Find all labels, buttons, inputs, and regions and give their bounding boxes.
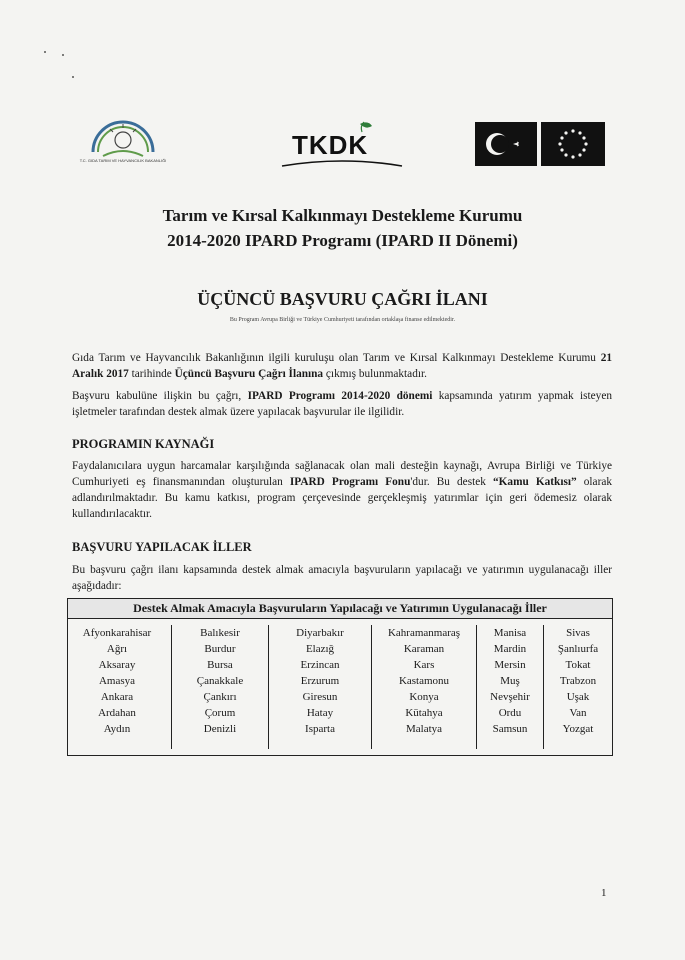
province-cell: Samsun: [492, 723, 528, 735]
scan-speck: [72, 76, 74, 78]
province-column: [476, 625, 543, 749]
province-cell: Amasya: [98, 675, 136, 687]
province-column: [371, 625, 476, 749]
province-cell: Ankara: [100, 691, 134, 703]
province-cell: Muş: [500, 675, 520, 687]
intro-paragraph-2: Başvuru kabulüne ilişkin bu çağrı, IPARD Programı 2014-2020 dönemi kapsamında yatırım yapmak isteyen işletmeler tarafından destek almak üzere yapılacak başvurular ile ilgilidir.: [72, 390, 612, 418]
province-cell: Sivas: [566, 627, 590, 639]
program-title: 2014-2020 IPARD Programı (IPARD II Dönemi): [167, 231, 518, 250]
province-cell: Uşak: [566, 691, 590, 703]
provinces-paragraph: Bu başvuru çağrı ilanı kapsamında destek almak amacıyla başvuruların yapılacağı ve yatırımın uygulanacağı iller aşağıdadır:: [72, 564, 612, 592]
ministry-logo-text: T.C. GIDA TARIM VE HAYVANCILIK BAKANLIĞI: [79, 158, 167, 163]
province-column: [171, 625, 268, 749]
province-cell: Erzurum: [300, 675, 340, 687]
cofinance-note: Bu Program Avrupa Birliği ve Türkiye Cumhuriyeti tarafından ortaklaşa finanse edilmektedir.: [229, 317, 456, 323]
ministry-logo: [78, 112, 168, 182]
province-table-header: Destek Almak Amacıyla Başvuruların Yapılacağı ve Yatırımın Uygulanacağı İller: [68, 599, 612, 619]
province-cell: Mersin: [494, 659, 526, 671]
province-table: [67, 598, 613, 756]
tkdk-logo: [272, 118, 412, 178]
turkey-flag-icon: [475, 122, 537, 166]
province-cell: Karaman: [403, 643, 445, 655]
intro-paragraph-1: Gıda Tarım ve Hayvancılık Bakanlığının ilgili kuruluşu olan Tarım ve Kırsal Kalkınmayı Destekleme Kurumu 21 Aralık 2017 tarihinde Üçüncü Başvuru Çağrı İlanına çıkmış bulunmaktadır.: [72, 352, 612, 380]
province-cell: Ağrı: [106, 643, 128, 655]
province-cell: Mardin: [493, 643, 527, 655]
source-paragraph: Faydalanıcılara uygun harcamalar karşılığında sağlanacak olan mali desteğin kaynağı, Avrupa Birliği ve Türkiye Cumhuriyeti eş finansmanından oluşturulan IPARD Programı Fonu'dur. Bu destek “Kamu Katkısı” olarak adlandırılmaktadır. Bu kamu katkısı, program çerçevesinde gerçekleşmiş yatırımlar için geri ödemesiz olarak kullandırılacaktır.: [72, 460, 612, 520]
province-cell: Manisa: [493, 627, 527, 639]
province-cell: Isparta: [305, 723, 335, 735]
province-cell: Bursa: [207, 659, 233, 671]
province-cell: Diyarbakır: [296, 627, 344, 639]
province-column: [268, 625, 371, 749]
province-cell: Çankırı: [203, 691, 237, 703]
province-cell: Çorum: [204, 707, 236, 719]
province-cell: Aksaray: [98, 659, 136, 671]
province-cell: Çanakkale: [196, 675, 244, 687]
province-cell: Kastamonu: [398, 675, 450, 687]
province-cell: Burdur: [204, 643, 236, 655]
province-cell: Ardahan: [98, 707, 136, 719]
province-cell: Malatya: [405, 723, 443, 735]
province-cell: Nevşehir: [490, 691, 530, 703]
eu-flag-icon: [541, 122, 605, 166]
province-cell: Giresun: [302, 691, 338, 703]
flags: [475, 122, 605, 166]
province-cell: Afyonkarahisar: [82, 627, 152, 639]
province-cell: Van: [569, 707, 587, 719]
province-cell: Kütahya: [405, 707, 443, 719]
province-cell: Hatay: [306, 707, 334, 719]
province-cell: Kahramanmaraş: [387, 627, 461, 639]
province-cell: Tokat: [565, 659, 591, 671]
province-cell: Yozgat: [562, 723, 594, 735]
institution-title: Tarım ve Kırsal Kalkınmayı Destekleme Kurumu: [162, 206, 523, 225]
province-cell: Aydın: [103, 723, 131, 735]
province-cell: Erzincan: [300, 659, 340, 671]
province-column: [543, 625, 612, 749]
province-cell: Trabzon: [559, 675, 597, 687]
section-heading-provinces: BAŞVURU YAPILACAK İLLER: [72, 540, 252, 554]
call-title: ÜÇÜNCÜ BAŞVURU ÇAĞRI İLANI: [197, 289, 488, 309]
province-cell: Konya: [409, 691, 439, 703]
tkdk-logo-text: TKDK: [292, 130, 369, 160]
province-cell: Balıkesir: [200, 627, 240, 639]
page-number: 1: [601, 887, 607, 899]
scan-speck: [62, 54, 64, 56]
province-cell: Kars: [413, 659, 435, 671]
province-cell: Denizli: [203, 723, 237, 735]
province-cell: Ordu: [498, 707, 522, 719]
province-cell: Şanlıurfa: [557, 643, 599, 655]
province-cell: Elazığ: [305, 643, 335, 655]
scan-speck: [44, 51, 46, 53]
province-column: [68, 625, 166, 749]
section-heading-source: PROGRAMIN KAYNAĞI: [72, 437, 215, 451]
